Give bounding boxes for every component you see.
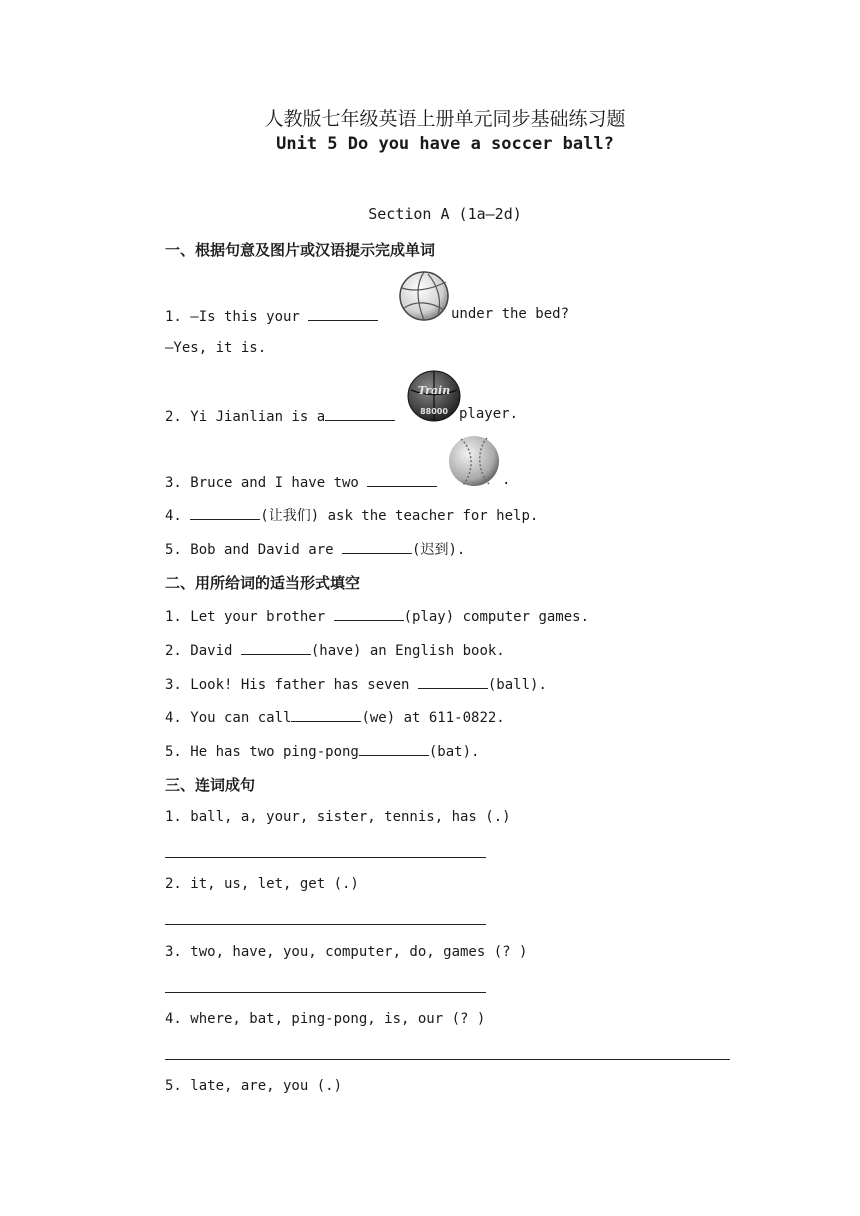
p3-q1: 1. ball, a, your, sister, tennis, has (.) [165, 809, 511, 825]
p2-q4-tail: (we) at 611-0822. [361, 710, 505, 726]
p2-q5-tail: (bat). [428, 744, 480, 760]
p3-q3-answer-line[interactable] [165, 992, 486, 993]
p1-q3-blank[interactable] [367, 472, 437, 487]
p2-q2-tail: (have) an English book. [310, 643, 505, 659]
basketball-icon [407, 370, 461, 422]
p2-q1-tail: (play) computer games. [403, 609, 590, 625]
p1-q1-blank[interactable] [308, 306, 378, 321]
p1-q5-text: 5. Bob and David are [165, 542, 334, 558]
p1-q1-tail: under the bed? [451, 306, 570, 322]
p1-q4-blank[interactable] [190, 505, 260, 520]
p1-q5 [165, 539, 465, 559]
p1-q1 [165, 306, 378, 325]
basketball-number: 88000 [420, 407, 448, 416]
p2-q4 [165, 707, 505, 726]
p2-q2-blank[interactable] [241, 640, 311, 655]
p1-q1-text: 1. —Is this your [165, 309, 300, 325]
p3-q3: 3. two, have, you, computer, do, games (? ) [165, 944, 528, 960]
p3-q1-answer-line[interactable] [165, 857, 486, 858]
p1-q5-blank[interactable] [342, 539, 412, 554]
p2-q3-tail: (ball). [487, 677, 547, 693]
p1-q4 [165, 505, 538, 525]
p2-q5 [165, 741, 479, 760]
p1-q5-tail: (迟到). [412, 542, 466, 558]
page-title-en: Unit 5 Do you have a soccer ball? [276, 134, 614, 154]
part1-heading: 一、根据句意及图片或汉语提示完成单词 [165, 241, 436, 259]
part3-heading: 三、连词成句 [165, 776, 256, 794]
p3-q5: 5. late, are, you (.) [165, 1078, 343, 1094]
basketball-logo: Train [417, 384, 451, 397]
p1-q4-text: (让我们) ask the teacher for help. [260, 508, 539, 524]
p2-q1-text: 1. Let your brother [165, 609, 326, 625]
p2-q3 [165, 674, 547, 693]
p3-q4: 4. where, bat, ping-pong, is, our (? ) [165, 1011, 486, 1027]
p2-q5-blank[interactable] [359, 741, 429, 756]
page-title-cn: 人教版七年级英语上册单元同步基础练习题 [264, 108, 626, 130]
p2-q1 [165, 606, 589, 625]
section-label: Section A (1a—2d) [368, 205, 522, 223]
p2-q4-blank[interactable] [291, 707, 361, 722]
p2-q3-blank[interactable] [418, 674, 488, 689]
p2-q4-text: 4. You can call [165, 710, 292, 726]
p3-q2-answer-line[interactable] [165, 924, 486, 925]
p1-q3 [165, 472, 437, 491]
p3-q2: 2. it, us, let, get (.) [165, 876, 359, 892]
p2-q3-text: 3. Look! His father has seven [165, 677, 410, 693]
p1-q2-blank[interactable] [325, 406, 395, 421]
p2-q2-text: 2. David [165, 643, 233, 659]
volleyball-icon [398, 270, 450, 322]
p1-q1-reply: —Yes, it is. [165, 340, 267, 356]
part2-heading: 二、用所给词的适当形式填空 [165, 574, 361, 592]
p2-q1-blank[interactable] [334, 606, 404, 621]
p1-q2-tail: player. [459, 406, 519, 422]
p2-q2 [165, 640, 505, 659]
p2-q5-text: 5. He has two ping-pong [165, 744, 359, 760]
p1-q4-num: 4. [165, 508, 182, 524]
baseball-icon [447, 435, 501, 487]
p3-q4-answer-line[interactable] [165, 1059, 730, 1060]
p1-q3-tail: . [502, 472, 511, 488]
p1-q3-text: 3. Bruce and I have two [165, 475, 359, 491]
p1-q2-text: 2. Yi Jianlian is a [165, 409, 326, 425]
p1-q2 [165, 406, 395, 425]
